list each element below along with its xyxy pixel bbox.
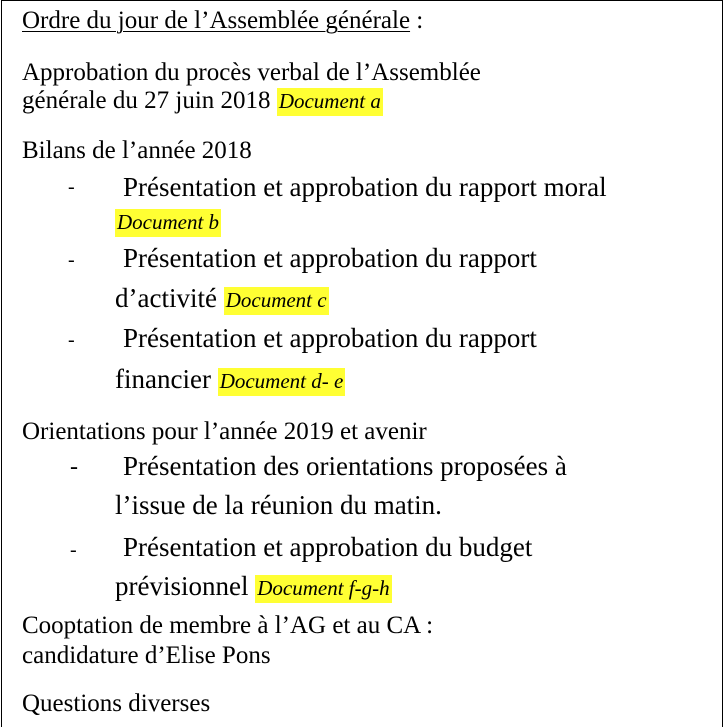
orientations-heading: Orientations pour l’année 2019 et avenir bbox=[22, 418, 427, 445]
bullet-dash: - bbox=[68, 329, 75, 351]
bullet-dash: - bbox=[70, 539, 77, 561]
document-b-reference: Document b bbox=[115, 209, 221, 237]
agenda-title-text: Ordre du jour de l’Assemblée générale bbox=[22, 7, 411, 34]
bilans-item-2-line-1: Présentation et approbation du rapport bbox=[123, 243, 537, 273]
orientations-item-2-line-1: Présentation et approbation du budget bbox=[123, 532, 533, 562]
approbation-line-1: Approbation du procès verbal de l’Assemblée bbox=[22, 59, 481, 86]
bullet-dash: - bbox=[68, 176, 75, 198]
agenda-title-colon: : bbox=[410, 7, 424, 34]
approbation-text: générale du 27 juin 2018 bbox=[22, 87, 277, 114]
document-f-g-h-reference: Document f-g-h bbox=[255, 575, 391, 603]
bilans-item-2-line-2 bbox=[115, 283, 329, 315]
document-d-e-reference: Document d- e bbox=[218, 368, 346, 396]
orientations-item-2-text: prévisionnel bbox=[115, 571, 256, 601]
bullet-dash: - bbox=[70, 454, 78, 480]
bilans-heading: Bilans de l’année 2018 bbox=[22, 137, 252, 164]
bilans-item-1-line-1: Présentation et approbation du rapport moral bbox=[123, 172, 607, 202]
document-c-reference: Document c bbox=[224, 287, 329, 315]
orientations-item-2-line-2 bbox=[115, 571, 392, 603]
approbation-line-2 bbox=[22, 86, 383, 116]
bilans-item-1-line-2 bbox=[115, 207, 221, 237]
orientations-item-1-line-2: l’issue de la réunion du matin. bbox=[115, 490, 442, 520]
cooptation-line-2: candidature d’Elise Pons bbox=[22, 642, 271, 669]
bilans-item-3-text: financier bbox=[115, 364, 218, 394]
questions-diverses: Questions diverses bbox=[22, 690, 211, 717]
agenda-title bbox=[22, 6, 423, 36]
bilans-item-3-line-2 bbox=[115, 364, 345, 396]
bullet-dash: - bbox=[68, 249, 75, 271]
bilans-item-3-line-1: Présentation et approbation du rapport bbox=[123, 323, 537, 353]
cooptation-line-1: Cooptation de membre à l’AG et au CA : bbox=[22, 612, 434, 639]
orientations-item-1-line-1: Présentation des orientations proposées à bbox=[123, 451, 567, 481]
document-a-reference: Document a bbox=[277, 88, 383, 116]
bilans-item-2-text: d’activité bbox=[115, 283, 224, 313]
